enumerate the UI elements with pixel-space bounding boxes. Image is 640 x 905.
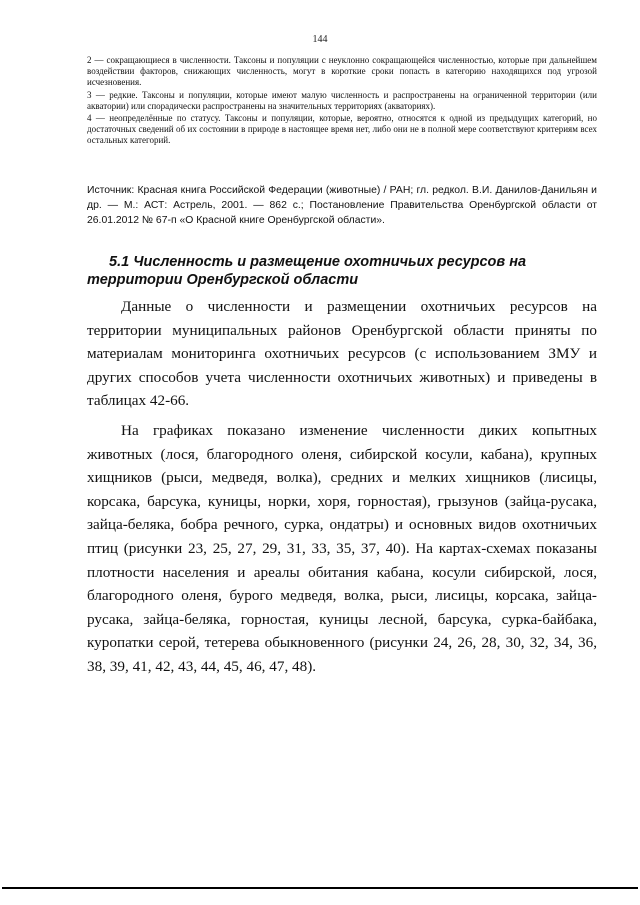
paragraph-figures: На графиках показано изменение численности диких копытных животных (лося, благородного оленя, сибирской косули, кабана), крупных хищников (рыси, медведя, волка), средних и мелких хищников (лисицы, корсака, барсука, куницы, норки, хоря, горностая), грызунов (зайца-русака, зайца-беляка, бобра речного, сурка, ондатры) и основных видов охотничьих птиц (рисунки 23, 25, 27, 29, 31, 33, 35, 37, 40). На картах-схемах показаны плотности населения и ареалы обитания кабана, косули сибирской, лося, благородного оленя, бурого медведя, волка, рыси, лисицы, корсака, зайца-русака, зайца-беляка, горностая, куницы лесной, барсука, сурка-байбака, куропатки серой, тетерева обыкновенного (рисунки 24, 26, 28, 30, 32, 34, 36, 38, 39, 41, 42, 43, 44, 45, 46, 47, 48). (87, 421, 597, 675)
note-category-4: 4 — неопределённые по статусу. Таксоны и популяции, которые, вероятно, относятся к одной из предыдущих категорий, но достаточных сведений об их состоянии в природе в настоящее время нет, либо они не в полной мере соответствуют критериям всех остальных категорий. (87, 113, 597, 146)
section-heading (87, 253, 597, 289)
category-notes (87, 55, 597, 148)
paragraph-data-sources: Данные о численности и размещении охотничьих ресурсов на территории муниципальных районов Оренбургской области приняты по материалам мониторинга охотничьих ресурсов (с использованием ЗМУ и других способов учета численности охотничьих животных) и приведены в таблицах 42-66. (87, 298, 597, 410)
section-number: 5.1 (109, 254, 130, 270)
note-category-2: 2 — сокращающиеся в численности. Таксоны и популяции с неуклонно сокращающейся численностью, которые при дальнейшем воздействии факторов, снижающих численность, могут в короткие сроки попасть в категорию находящихся под угрозой исчезновения. (87, 55, 597, 88)
bottom-rule (2, 887, 638, 889)
source-citation: Источник: Красная книга Российской Федерации (животные) / РАН; гл. редкол. В.И. Данилов-Данильян и др. — М.: АСТ: Астрель, 2001. — 862 с.; Постановление Правительства Оренбургской области от 26.01.2012 № 67-п «О Красной книге Оренбургской области». (87, 185, 597, 226)
body-text (87, 295, 597, 679)
note-category-3: 3 — редкие. Таксоны и популяции, которые имеют малую численность и распространены на ограниченной территории (или акватории) или спорадически распространены на значительных территориях (акваториях). (87, 89, 597, 111)
section-title: Численность и размещение охотничьих ресурсов на территории Оренбургской области (87, 254, 527, 288)
page-number: 144 (312, 34, 328, 45)
